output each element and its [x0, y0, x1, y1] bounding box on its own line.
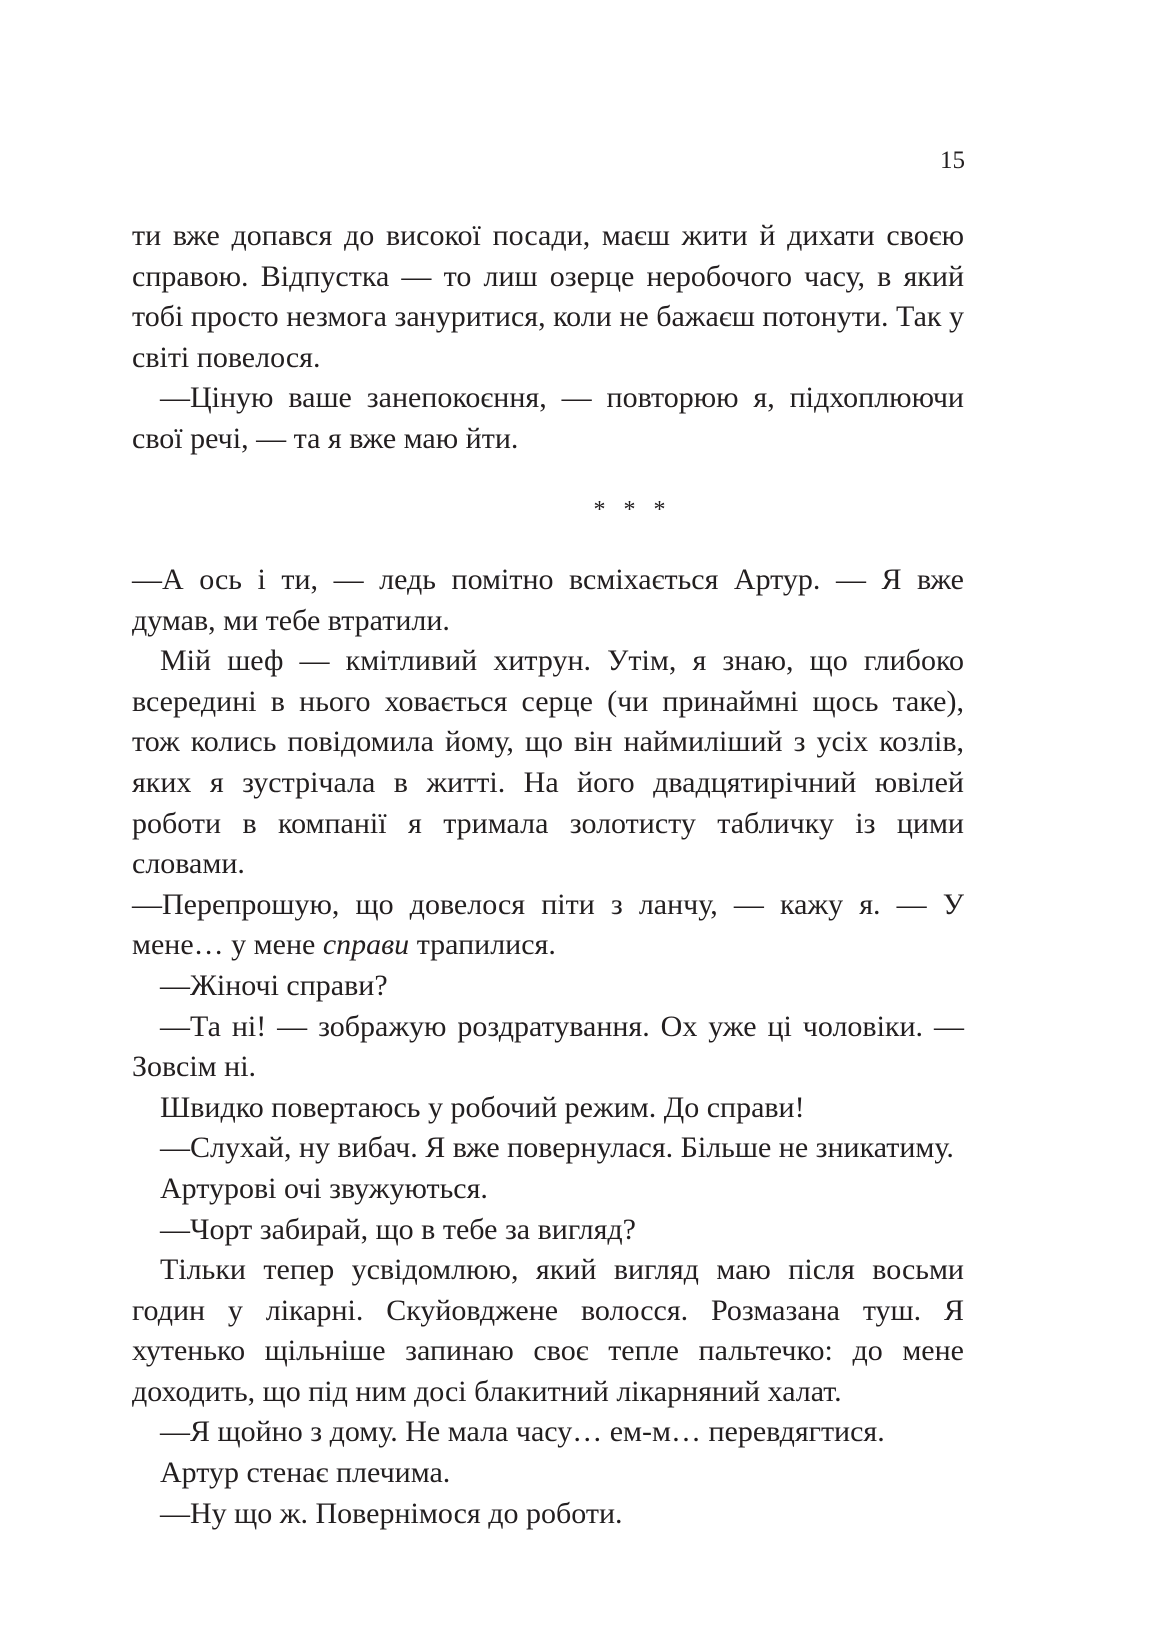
dialogue-paragraph	[132, 885, 964, 966]
dialogue-paragraph: —Я щойно з дому. Не мала часу… ем-м… перевдягтися.	[160, 1415, 885, 1449]
paragraph: ти вже допався до високої посади, маєш жити й дихати своєю справою. Відпустка — то лиш озерце неробочого часу, в який тобі просто незмога зануритися, коли не бажаєш потонути. Так у світі повелося.	[132, 219, 964, 374]
dialogue-paragraph: —Слухай, ну вибач. Я вже повернулася. Більше не зникатиму.	[160, 1131, 954, 1165]
italic-word: справи	[322, 928, 410, 962]
text-block-main	[132, 560, 964, 1534]
paragraph-text: —Перепрошую, що довелося піти з ланчу, — кажу я. — У мене… у мене	[132, 887, 964, 962]
paragraph: Тільки тепер усвідомлюю, який вигляд маю після восьми годин у лікарні. Скуйовджене волосся. Розмазана туш. Я хутенько щільніше запинаю своє тепле пальтечко: до мене доходить, що під ним досі блакитний лікарняний халат.	[132, 1253, 964, 1408]
paragraph: Швидко повертаюсь у робочий режим. До справи!	[160, 1090, 805, 1124]
page-number: 15	[940, 147, 965, 174]
dialogue-paragraph: —Та ні! — зображую роздратування. Ох уже ці чоловіки. — Зовсім ні.	[132, 1009, 964, 1084]
dialogue-paragraph: —Ну що ж. Повернімося до роботи.	[160, 1496, 623, 1530]
paragraph-text: трапилися.	[409, 928, 556, 962]
paragraph: Мій шеф — кмітливий хитрун. Утім, я знаю, що глибоко всередині в нього ховається серце (чи принаймні щось таке), тож колись повідомила йому, що він наймиліший з усіх козлів, яких я зустрічала в житті. На його двадцятирічний ювілей роботи в компанії я тримала золотисту табличку із цими словами.	[132, 644, 964, 881]
dialogue-paragraph: —Ціную ваше занепокоєння, — повторюю я, підхоплюючи свої речі, — та я вже маю йти.	[132, 381, 964, 455]
paragraph: Артур стенає плечима.	[160, 1456, 451, 1490]
dialogue-paragraph: —Жіночі справи?	[160, 968, 388, 1002]
section-separator: * * *	[593, 497, 672, 523]
text-block-top	[132, 216, 964, 460]
dialogue-paragraph: —Чорт забирай, що в тебе за вигляд?	[160, 1212, 636, 1246]
paragraph: Артурові очі звужуються.	[160, 1171, 488, 1205]
dialogue-paragraph: —А ось і ти, — ледь помітно всміхається Артур. — Я вже думав, ми тебе втратили.	[132, 563, 964, 637]
